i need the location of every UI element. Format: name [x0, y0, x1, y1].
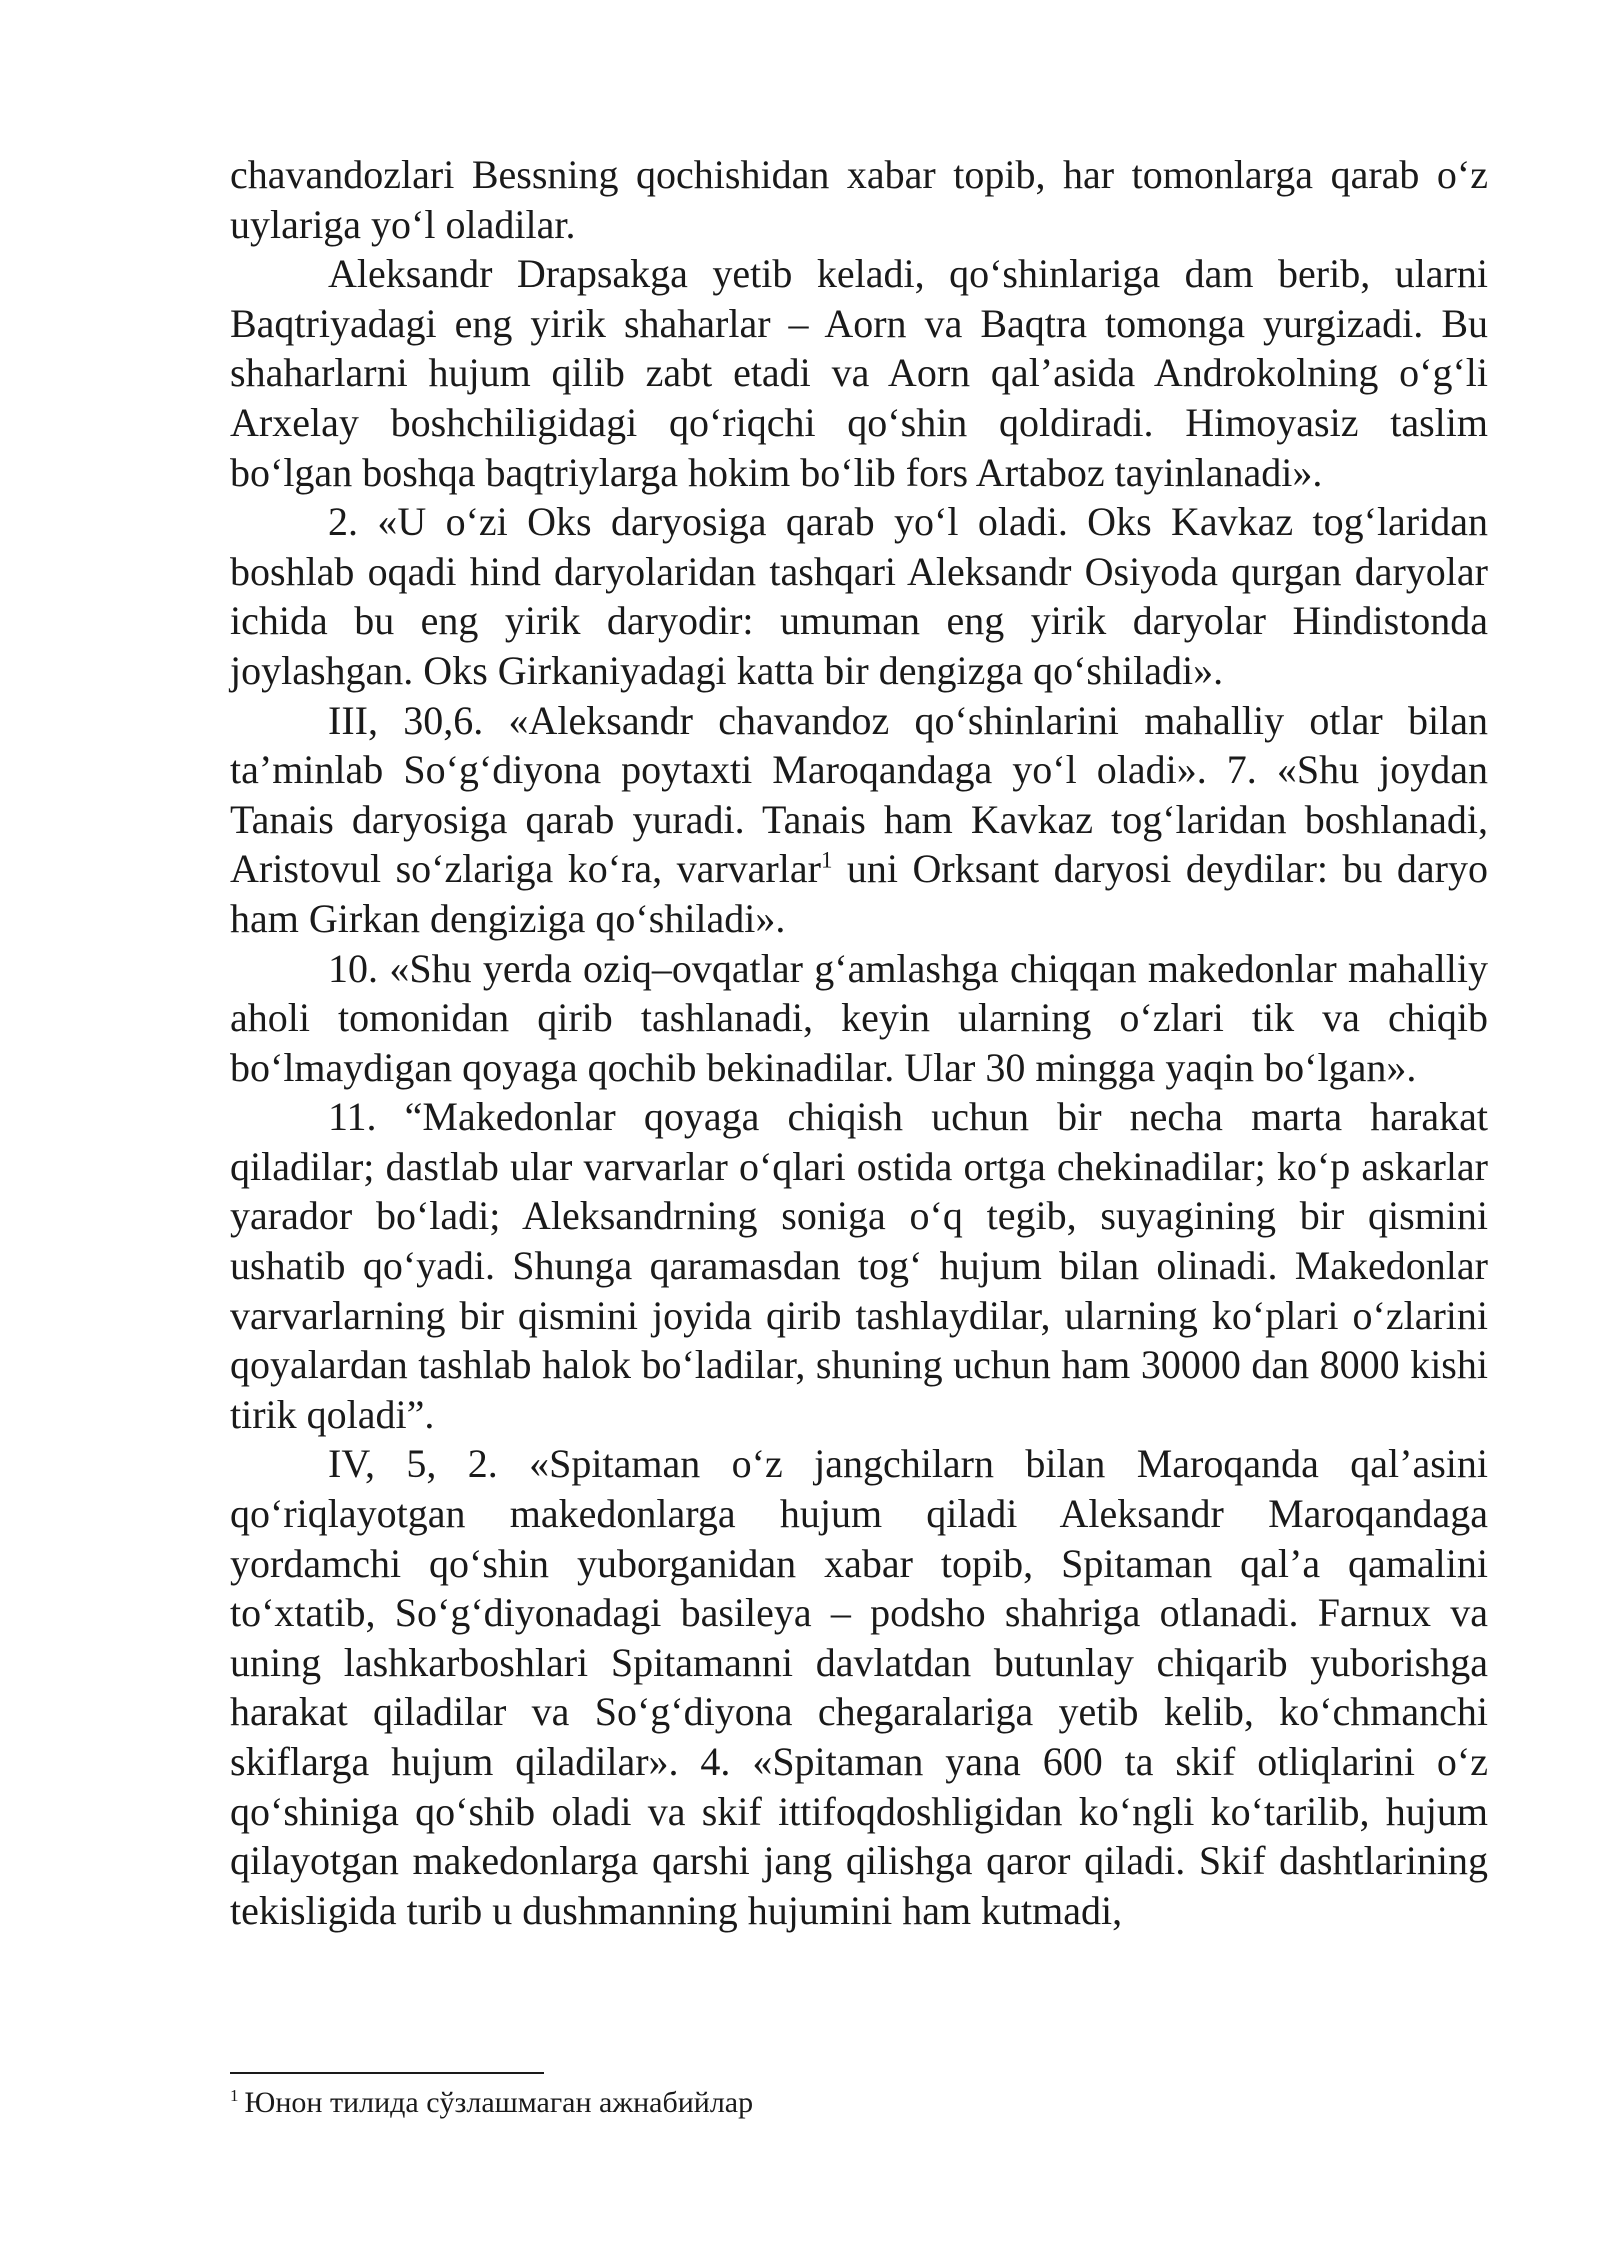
footnote-separator [230, 2072, 544, 2074]
body-text [230, 150, 1488, 1935]
paragraph-4-text-after: uni Orksant daryosi deydilar: bu daryo ham Girkan dengiziga qo‘shiladi». [230, 846, 1489, 941]
document-page [230, 150, 1488, 1935]
footnote-reference[interactable]: 1 [820, 847, 833, 873]
paragraph-4-text-before: III, 30,6. «Aleksandr chavandoz qo‘shinlarini mahalliy otlar bilan ta’minlab So‘g‘diyona poytaxti Maroqandaga yo‘l oladi». 7. «Shu joydan Tanais daryosiga qarab yuradi. Tanais ham Kavkaz tog‘laridan boshlanadi, Aristovul so‘zlariga ko‘ra, varvarlar [230, 697, 1488, 892]
paragraph-6: 11. “Makedonlar qoyaga chiqish uchun bir necha marta harakat qiladilar; dastlab ular varvarlar o‘qlari ostida ortga chekinadilar; ko‘p askarlar yarador bo‘ladi; Aleksandrning soniga o‘q tegib, suyagining bir qismini ushatib qo‘yadi. Shunga qaramasdan tog‘ hujum bilan olinadi. Makedonlar varvarlarning bir qismini joyida qirib tashlaydilar, ularning ko‘plari o‘zlarini qoyalardan tashlab halok bo‘ladilar, shuning uchun ham 30000 dan 8000 kishi tirik qoladi”. [230, 1094, 1488, 1437]
paragraph-2: Aleksandr Drapsakga yetib keladi, qo‘shinlariga dam berib, ularni Baqtriyadagi eng yirik shaharlar – Aorn va Baqtra tomonga yurgizadi. Bu shaharlarni hujum qilib zabt etadi va Aorn qal’asida Androkolning o‘g‘li Arxelay boshchiligidagi qo‘riqchi qo‘shin qoldiradi. Himoyasiz taslim bo‘lgan boshqa baqtriylarga hokim bo‘lib fors Artaboz tayinlanadi». [230, 251, 1488, 495]
paragraph-7: IV, 5, 2. «Spitaman o‘z jangchilarn bilan Maroqanda qal’asini qo‘riqlayotgan makedonlarga hujum qiladi Aleksandr Maroqandaga yordamchi qo‘shin yuborganidan xabar topib, Spitaman qal’a qamalini to‘xtatib, So‘g‘diyonadagi basileya – podsho shahriga otlanadi. Farnux va uning lashkarboshlari Spitamanni davlatdan butunlay chiqarib yuborishga harakat qiladilar va So‘g‘diyona chegaralariga yetib kelib, ko‘chmanchi skiflarga hujum qiladilar». 4. «Spitaman yana 600 ta skif otliqlarini o‘z qo‘shiniga qo‘shib oladi va skif ittifoqdoshligidan ko‘ngli ko‘tarilib, hujum qilayotgan makedonlarga qarshi jang qilishga qaror qiladi. Skif dashtlarining tekisligida turib u dushmanning hujumini ham kutmadi, [230, 1441, 1488, 1933]
paragraph-1: chavandozlari Bessning qochishidan xabar topib, har tomonlarga qarab o‘z uylariga yo‘l oladilar. [230, 152, 1488, 247]
footnote-text: Юнон тилида сўзлашмаган ажнабийлар [244, 2086, 754, 2119]
footnote [230, 2084, 1488, 2122]
footnote-mark: 1 [230, 2086, 239, 2105]
paragraph-4 [230, 696, 1488, 944]
paragraph-3: 2. «U o‘zi Oks daryosiga qarab yo‘l oladi. Oks Kavkaz tog‘laridan boshlab oqadi hind daryolaridan tashqari Aleksandr Osiyoda qurgan daryolar ichida bu eng yirik daryodir: umuman eng yirik daryolar Hindistonda joylashgan. Oks Girkaniyadagi katta bir dengizga qo‘shiladi». [230, 499, 1488, 693]
paragraph-5: 10. «Shu yerda oziq–ovqatlar g‘amlashga chiqqan makedonlar mahalliy aholi tomonidan qirib tashlanadi, keyin ularning o‘zlari tik va chiqib bo‘lmaydigan qoyaga qochib bekinadilar. Ular 30 mingga yaqin bo‘lgan». [230, 945, 1488, 1090]
